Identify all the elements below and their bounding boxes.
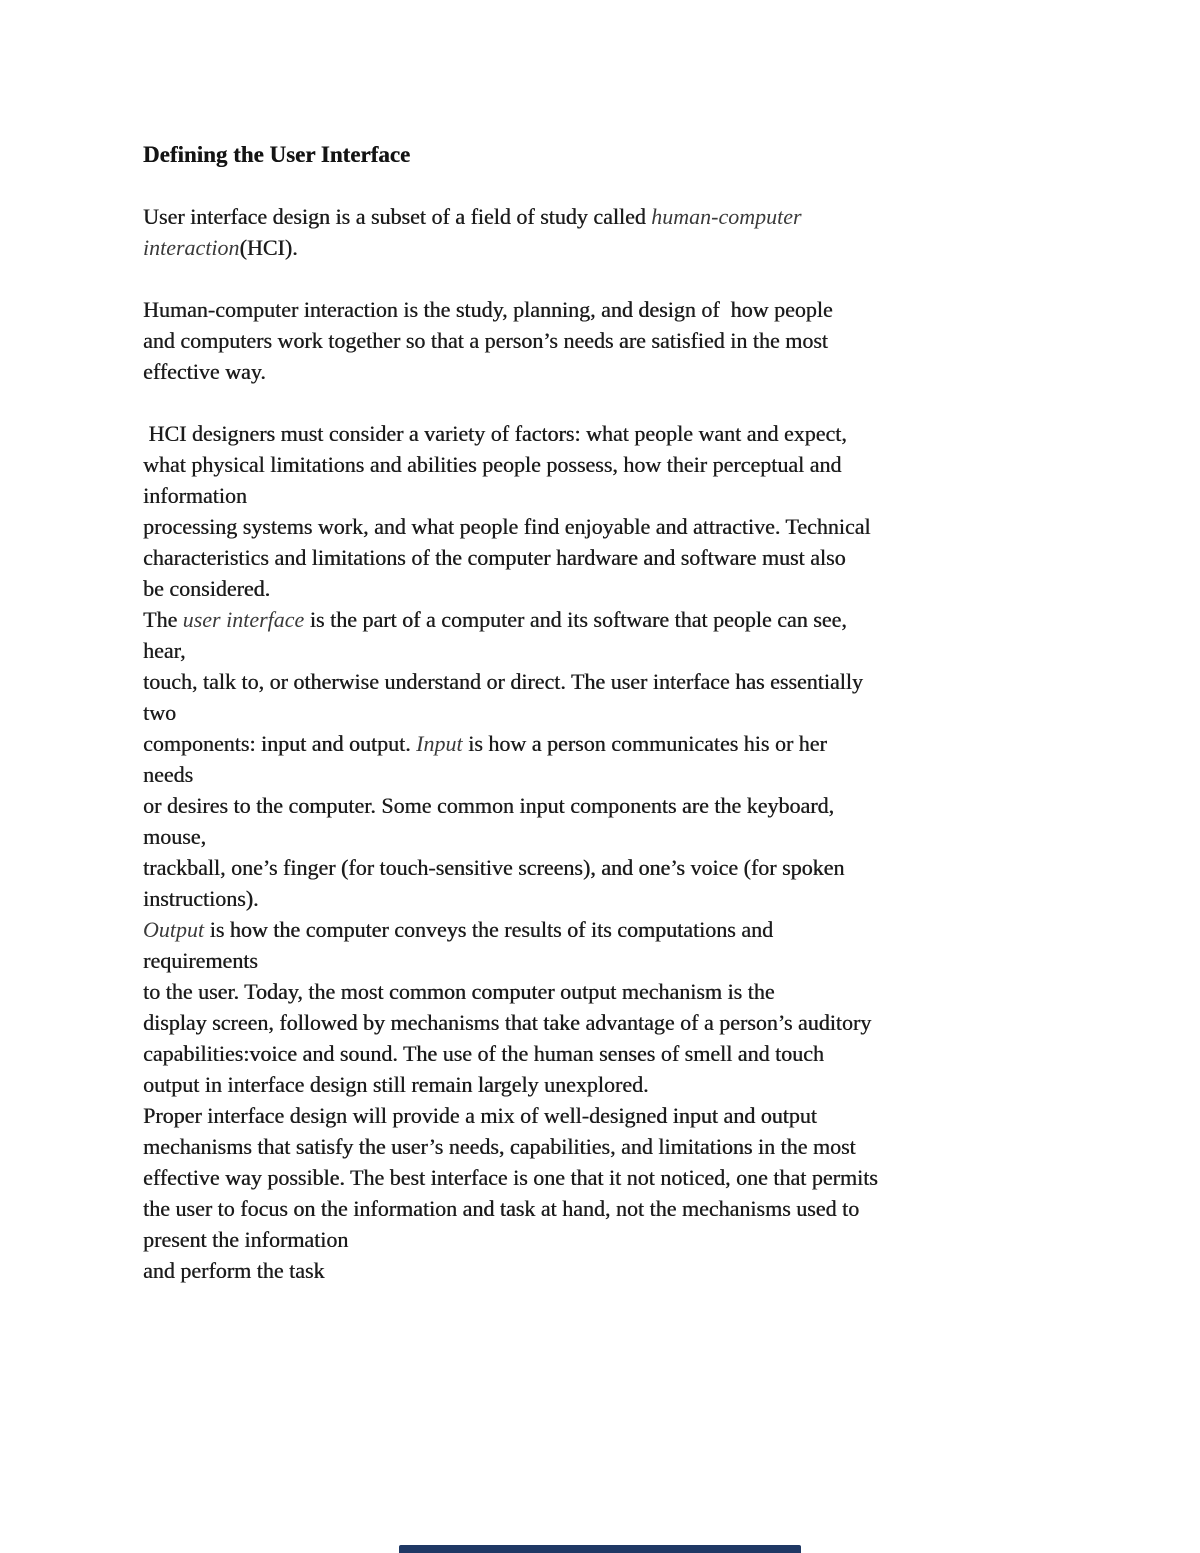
text-segment: processing systems work, and what people find enjoyable and attractive. Technical bbox=[143, 514, 871, 539]
text-segment: display screen, followed by mechanisms that take advantage of a person’s auditory bbox=[143, 1010, 872, 1035]
text-segment: Proper interface design will provide a mix of well-designed input and output bbox=[143, 1103, 817, 1128]
text-line bbox=[143, 1193, 1143, 1224]
italic-text-segment: Output bbox=[143, 917, 205, 942]
text-line bbox=[143, 1131, 1143, 1162]
text-segment: to the user. Today, the most common computer output mechanism is the bbox=[143, 979, 775, 1004]
text-line bbox=[143, 914, 1143, 945]
text-segment: and computers work together so that a person’s needs are satisfied in the most bbox=[143, 328, 828, 353]
text-line bbox=[143, 666, 1143, 697]
text-line bbox=[143, 1100, 1143, 1131]
text-line bbox=[143, 573, 1143, 604]
text-line bbox=[143, 232, 1143, 263]
text-segment: and perform the task bbox=[143, 1258, 325, 1283]
text-segment: characteristics and limitations of the computer hardware and software must also bbox=[143, 545, 846, 570]
italic-text-segment: interaction bbox=[143, 235, 240, 260]
paragraph-hci-designers-body bbox=[143, 418, 1143, 1286]
italic-text-segment: user interface bbox=[182, 607, 305, 632]
text-line bbox=[143, 480, 1143, 511]
text-segment: needs bbox=[143, 762, 194, 787]
paragraph-intro-definition bbox=[143, 201, 1143, 263]
text-line bbox=[143, 294, 1143, 325]
text-segment: (HCI). bbox=[239, 235, 298, 260]
text-line bbox=[143, 728, 1143, 759]
text-segment: HCI designers must consider a variety of factors: what people want and expect, bbox=[143, 421, 847, 446]
spacer bbox=[143, 170, 1143, 201]
text-line bbox=[143, 635, 1143, 666]
text-line bbox=[143, 356, 1143, 387]
spacer bbox=[143, 263, 1143, 294]
text-segment: be considered. bbox=[143, 576, 271, 601]
text-segment: The bbox=[143, 607, 183, 632]
text-line bbox=[143, 1038, 1143, 1069]
text-segment: effective way. bbox=[143, 359, 266, 384]
text-segment: instructions). bbox=[143, 886, 259, 911]
text-line bbox=[143, 604, 1143, 635]
text-segment: Human-computer interaction is the study, planning, and design of how people bbox=[143, 297, 833, 322]
text-line bbox=[143, 418, 1143, 449]
text-line bbox=[143, 697, 1143, 728]
page-title bbox=[143, 139, 1143, 170]
text-segment: touch, talk to, or otherwise understand or direct. The user interface has essentially bbox=[143, 669, 863, 694]
text-segment: two bbox=[143, 700, 176, 725]
italic-text-segment: human-computer bbox=[651, 204, 802, 229]
text-segment: output in interface design still remain largely unexplored. bbox=[143, 1072, 649, 1097]
text-line bbox=[143, 852, 1143, 883]
text-line bbox=[143, 821, 1143, 852]
text-segment: requirements bbox=[143, 948, 258, 973]
text-line bbox=[143, 542, 1143, 573]
text-line bbox=[143, 1069, 1143, 1100]
text-line bbox=[143, 976, 1143, 1007]
text-line bbox=[143, 1162, 1143, 1193]
spacer bbox=[143, 387, 1143, 418]
text-segment: is the part of a computer and its software that people can see, bbox=[304, 607, 847, 632]
text-line bbox=[143, 945, 1143, 976]
text-segment: information bbox=[143, 483, 247, 508]
page-title-text: Defining the User Interface bbox=[143, 142, 411, 167]
text-segment: effective way possible. The best interface is one that it not noticed, one that permits bbox=[143, 1165, 878, 1190]
text-segment: User interface design is a subset of a field of study called bbox=[143, 204, 652, 229]
text-line bbox=[143, 790, 1143, 821]
text-segment: components: input and output. bbox=[143, 731, 417, 756]
text-segment: what physical limitations and abilities people possess, how their perceptual and bbox=[143, 452, 842, 477]
text-segment: hear, bbox=[143, 638, 186, 663]
text-line bbox=[143, 1255, 1143, 1286]
text-segment: mouse, bbox=[143, 824, 206, 849]
home-indicator-bar bbox=[399, 1545, 801, 1553]
text-segment: capabilities:voice and sound. The use of the human senses of smell and touch bbox=[143, 1041, 824, 1066]
document-body bbox=[143, 170, 1143, 1286]
text-segment: is how a person communicates his or her bbox=[462, 731, 827, 756]
text-line bbox=[143, 201, 1143, 232]
italic-text-segment: Input bbox=[416, 731, 463, 756]
text-segment: the user to focus on the information and task at hand, not the mechanisms used to bbox=[143, 1196, 860, 1221]
text-line bbox=[143, 1224, 1143, 1255]
text-segment: present the information bbox=[143, 1227, 349, 1252]
text-segment: trackball, one’s finger (for touch-sensitive screens), and one’s voice (for spoken bbox=[143, 855, 845, 880]
text-line bbox=[143, 759, 1143, 790]
text-segment: mechanisms that satisfy the user’s needs, capabilities, and limitations in the most bbox=[143, 1134, 856, 1159]
document-content bbox=[143, 139, 1143, 1286]
text-line bbox=[143, 883, 1143, 914]
text-line bbox=[143, 511, 1143, 542]
text-segment: is how the computer conveys the results of its computations and bbox=[204, 917, 773, 942]
text-segment: or desires to the computer. Some common input components are the keyboard, bbox=[143, 793, 835, 818]
paragraph-hci-definition bbox=[143, 294, 1143, 387]
text-line bbox=[143, 1007, 1143, 1038]
text-line bbox=[143, 325, 1143, 356]
text-line bbox=[143, 449, 1143, 480]
